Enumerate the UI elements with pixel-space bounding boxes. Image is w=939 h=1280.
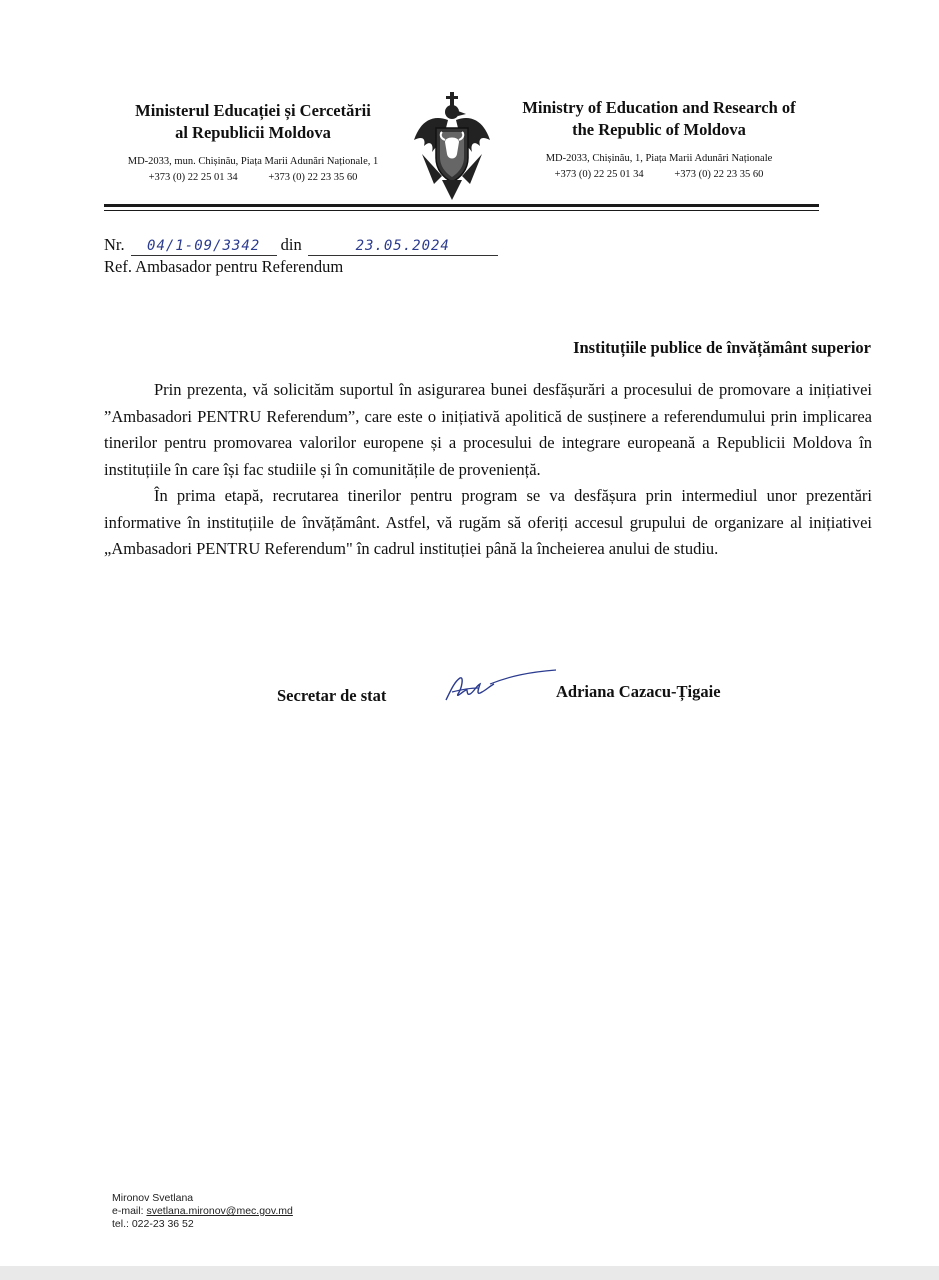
header-divider-thin: [104, 210, 819, 211]
header-left-block: [102, 100, 404, 185]
phone-1-ro: +373 (0) 22 25 01 34: [148, 172, 238, 183]
ministry-address-ro: MD-2033, mun. Chișinău, Piața Marii Adunări Naționale, 1: [127, 156, 379, 167]
phone-1-en: +373 (0) 22 25 01 34: [554, 169, 644, 180]
phone-2-en: +373 (0) 22 23 35 60: [674, 169, 764, 180]
signatory-role: Secretar de stat: [277, 686, 387, 705]
contact-email-line: [112, 1205, 293, 1218]
email-label: e-mail:: [112, 1205, 147, 1217]
contact-email-link[interactable]: svetlana.mironov@mec.gov.md: [146, 1205, 293, 1217]
ministry-phones-en: [500, 167, 818, 182]
reference-subject: Ref. Ambasador pentru Referendum: [104, 257, 344, 276]
din-label: din: [280, 235, 302, 254]
moldova-coat-of-arms-icon: [412, 92, 492, 202]
nr-label: Nr.: [104, 235, 125, 254]
recipient: Instituțiile publice de învățământ superior: [573, 338, 871, 357]
registration-date: 23.05.2024: [308, 238, 498, 256]
contact-block: [112, 1192, 293, 1231]
ministry-name-en-line1: Ministry of Education and Research of: [522, 98, 796, 117]
ministry-name-ro-line2: al Republicii Moldova: [175, 123, 331, 142]
signatory-name: Adriana Cazacu-Țigaie: [556, 682, 721, 701]
page-bottom-margin: [0, 1266, 939, 1280]
registration-number: 04/1-09/3342: [131, 238, 277, 256]
ministry-name-ro-line1: Ministerul Educației și Cercetării: [135, 101, 371, 120]
ministry-phones-ro: [102, 170, 404, 185]
header-right-block: [500, 97, 818, 182]
header-divider-thick: [104, 204, 819, 207]
ministry-address-en: MD-2033, Chișinău, 1, Piața Marii Adunări Naționale: [545, 153, 773, 164]
ministry-name-en-line2: the Republic of Moldova: [572, 120, 746, 139]
phone-2-ro: +373 (0) 22 23 35 60: [268, 172, 358, 183]
body-paragraph-1: Prin prezenta, vă solicităm suportul în asigurarea bunei desfășurări a procesului de promovare a inițiativei ”Ambasadori PENTRU Referendum”, care este o inițiativă apolitică de susținere a referendumului prin implicarea tinerilor pentru promovarea valorilor europene și a procesului de integrare europeană a Republicii Moldova în instituțiile în care își fac studiile și în comunitățile de proveniență.: [104, 380, 872, 479]
ministry-name-en: [500, 97, 818, 141]
letter-body: [104, 377, 872, 563]
reference-block: [104, 234, 498, 278]
contact-phone: tel.: 022-23 36 52: [112, 1218, 194, 1230]
contact-name: Mironov Svetlana: [112, 1192, 194, 1204]
ministry-name-ro: [102, 100, 404, 144]
registration-number-line: [104, 234, 498, 256]
body-paragraph-2: În prima etapă, recrutarea tinerilor pentru program se va desfășura prin intermediul unor prezentări informative în instituțiile de învățământ. Astfel, vă rugăm să oferiți accesul grupului de organizare al inițiativei „Ambasadori PENTRU Referendum" în cadrul instituției până la încheierea anului de studiu.: [104, 486, 872, 558]
handwritten-signature: [440, 662, 560, 710]
